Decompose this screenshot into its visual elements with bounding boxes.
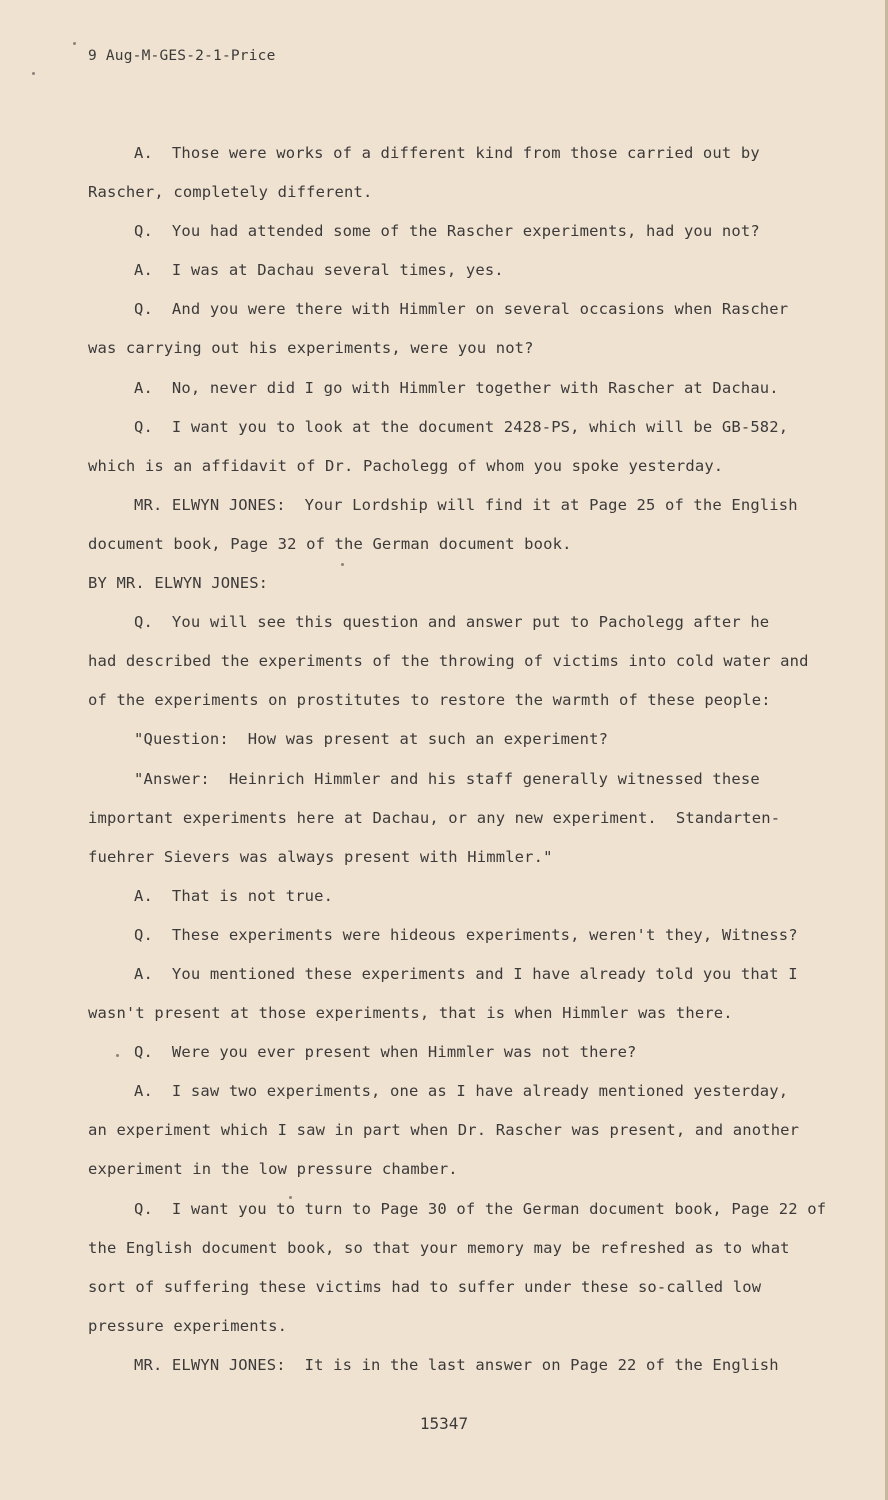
transcript-line: BY MR. ELWYN JONES:	[88, 574, 269, 593]
paper-speck	[341, 563, 344, 566]
paper-speck	[116, 1054, 119, 1057]
transcript-line: Q. And you were there with Himmler on several occasions when Rascher	[134, 300, 789, 319]
transcript-line: wasn't present at those experiments, that is when Himmler was there.	[88, 1004, 733, 1023]
transcript-line: important experiments here at Dachau, or any new experiment. Standarten-	[88, 808, 781, 827]
transcript-line: Rascher, completely different.	[88, 183, 373, 202]
transcript-line: of the experiments on prostitutes to restore the warmth of these people:	[88, 691, 771, 710]
transcript-line: A. I was at Dachau several times, yes.	[134, 261, 504, 280]
transcript-line: sort of suffering these victims had to suffer under these so-called low	[88, 1277, 762, 1296]
page-number: 15347	[419, 1414, 469, 1433]
transcript-line: Q. You had attended some of the Rascher experiments, had you not?	[134, 222, 760, 241]
transcript-line: A. I saw two experiments, one as I have already mentioned yesterday,	[134, 1082, 789, 1101]
transcript-line: the English document book, so that your memory may be refreshed as to what	[88, 1238, 790, 1257]
transcript-body	[88, 140, 848, 1391]
transcript-line: document book, Page 32 of the German document book.	[88, 534, 572, 553]
transcript-line: an experiment which I saw in part when Dr. Rascher was present, and another	[88, 1121, 800, 1140]
transcript-line: was carrying out his experiments, were you not?	[88, 339, 534, 358]
transcript-line: had described the experiments of the throwing of victims into cold water and	[88, 652, 809, 671]
transcript-line: MR. ELWYN JONES: Your Lordship will find it at Page 25 of the English	[134, 495, 798, 514]
transcript-line: Q. Were you ever present when Himmler was not there?	[134, 1043, 637, 1062]
transcript-line: "Question: How was present at such an experiment?	[134, 730, 609, 749]
transcript-line: pressure experiments.	[88, 1316, 288, 1335]
transcript-line: which is an affidavit of Dr. Pacholegg of whom you spoke yesterday.	[88, 456, 724, 475]
paper-speck	[32, 72, 35, 75]
transcript-line: Q. You will see this question and answer put to Pacholegg after he	[134, 613, 770, 632]
transcript-line: fuehrer Sievers was always present with Himmler."	[88, 847, 553, 866]
transcript-line: A. Those were works of a different kind from those carried out by	[134, 144, 760, 162]
transcript-line: A. That is not true.	[134, 886, 334, 905]
transcript-line: Q. I want you to turn to Page 30 of the German document book, Page 22 of	[134, 1199, 827, 1218]
transcript-line: Q. These experiments were hideous experiments, weren't they, Witness?	[134, 925, 798, 944]
paper-speck	[73, 42, 76, 45]
transcript-line: A. You mentioned these experiments and I have already told you that I	[134, 964, 798, 983]
transcript-line: "Answer: Heinrich Himmler and his staff generally witnessed these	[134, 769, 760, 788]
page-header: 9 Aug-M-GES-2-1-Price	[88, 48, 276, 64]
transcript-line: A. No, never did I go with Himmler together with Rascher at Dachau.	[134, 378, 779, 397]
transcript-line: MR. ELWYN JONES: It is in the last answer on Page 22 of the English	[134, 1355, 779, 1374]
transcript-line: experiment in the low pressure chamber.	[88, 1160, 458, 1179]
paper-speck	[289, 1196, 292, 1199]
transcript-line: Q. I want you to look at the document 2428-PS, which will be GB-582,	[134, 417, 789, 436]
